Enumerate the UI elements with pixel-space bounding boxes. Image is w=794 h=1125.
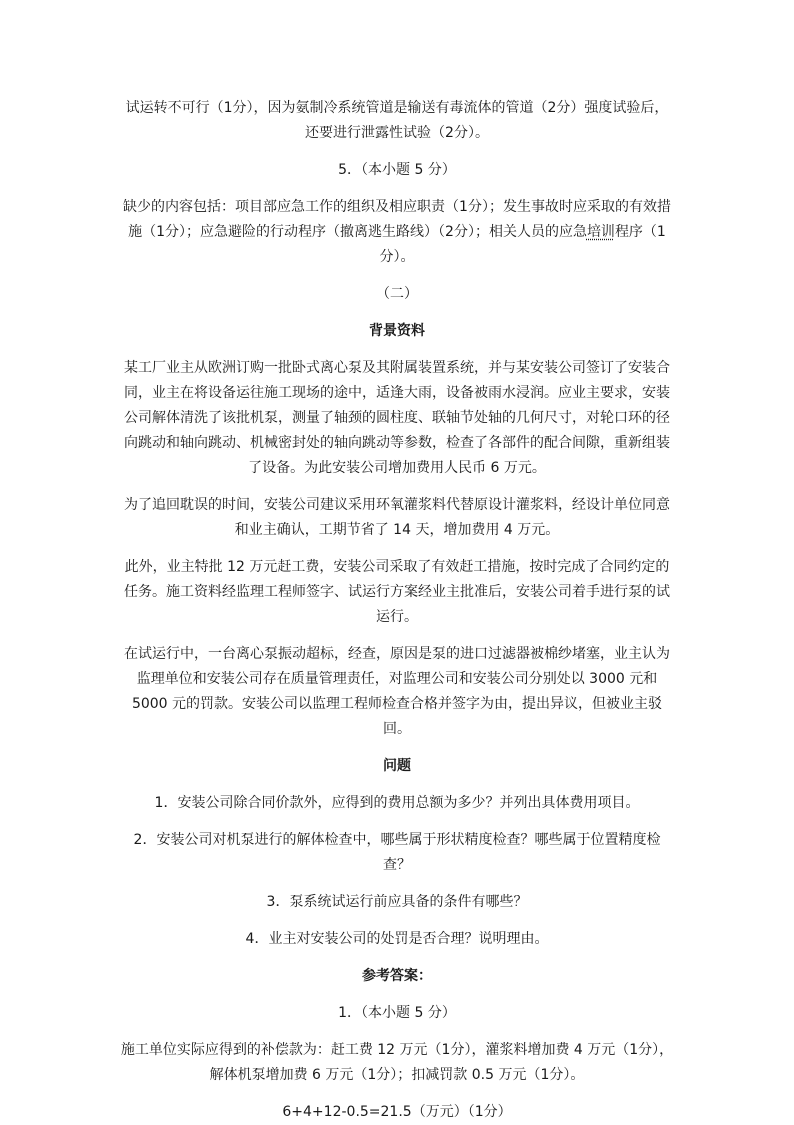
question-item: 4．业主对安装公司的处罚是否合理？说明理由。 xyxy=(245,931,549,947)
answer-1-heading: 1．（本小题 5 分） xyxy=(338,1005,456,1021)
question-item: 2．安装公司对机泵进行的解体检查中，哪些属于形状精度检查？哪些属于位置精度检查？ xyxy=(133,832,661,873)
background-paragraph: 某工厂业主从欧洲订购一批卧式离心泵及其附属装置系统，并与某安装公司签订了安装合同，业主在将设备运往施工现场的途中，适逢大雨，设备被雨水浸润。应业主要求，安装公司解体清洗了该批机泵，测量了轴颈的圆柱度、联轴节处轴的几何尺寸，对轮口环的径向跳动和轴向跳动、机械密封处的轴向跳动等参数，检查了各部件的配合间隙，重新组装了设备。为此安装公司增加费用人民币 6 万元。 xyxy=(124,360,670,476)
intro-paragraph: 试运转不可行（1分），因为氨制冷系统管道是输送有毒流体的管道（2分）强度试验后，还要进行泄露性试验（2分）。 xyxy=(125,100,669,141)
question-5-heading: 5．（本小题 5 分） xyxy=(338,162,456,178)
question-5-answer xyxy=(120,195,674,270)
question-5-answer-tail: 程序（1分）。 xyxy=(379,224,666,265)
answers-title: 参考答案： xyxy=(362,968,432,984)
question-item: 3．泵系统试运行前应具备的条件有哪些？ xyxy=(266,894,528,910)
answer-1-formula: 6+4+12-0.5=21.5（万元）（1分） xyxy=(282,1104,512,1120)
question-5-answer-text: 缺少的内容包括：项目部应急工作的组织及相应职责（1分）；发生事故时应采取的有效措施（1分）；应急避险的行动程序（撤离逃生路线）（2分）；相关人员的应急 xyxy=(123,199,671,240)
section-number: （二） xyxy=(376,286,418,302)
background-paragraph: 在试运行中，一台离心泵振动超标，经查，原因是泵的进口过滤器被棉纱堵塞，业主认为监理单位和安装公司存在质量管理责任，对监理公司和安装公司分别处以 3000 元和 5000 元的罚款。安装公司以监理工程师检查合格并签字为由，提出异议，但被业主驳回。 xyxy=(124,646,670,737)
question-item: 1．安装公司除合同价款外，应得到的费用总额为多少？并列出具体费用项目。 xyxy=(154,795,640,811)
background-title: 背景资料 xyxy=(369,323,425,339)
questions-title: 问题 xyxy=(383,758,411,774)
question-5-underlined-term: 培训 xyxy=(586,224,615,240)
background-paragraph: 此外，业主特批 12 万元赶工费，安装公司采取了有效赶工措施，按时完成了合同约定的任务。施工资料经监理工程师签字、试运行方案经业主批准后，安装公司着手进行泵的试运行。 xyxy=(124,559,670,625)
answer-1-text: 施工单位实际应得到的补偿款为：赶工费 12 万元（1分），灌浆料增加费 4 万元（1分），解体机泵增加费 6 万元（1分）；扣减罚款 0.5 万元（1分）。 xyxy=(120,1042,674,1083)
document-body xyxy=(120,96,674,1125)
background-paragraph: 为了追回耽误的时间，安装公司建议采用环氧灌浆料代替原设计灌浆料，经设计单位同意和业主确认，工期节省了 14 天，增加费用 4 万元。 xyxy=(124,497,670,538)
